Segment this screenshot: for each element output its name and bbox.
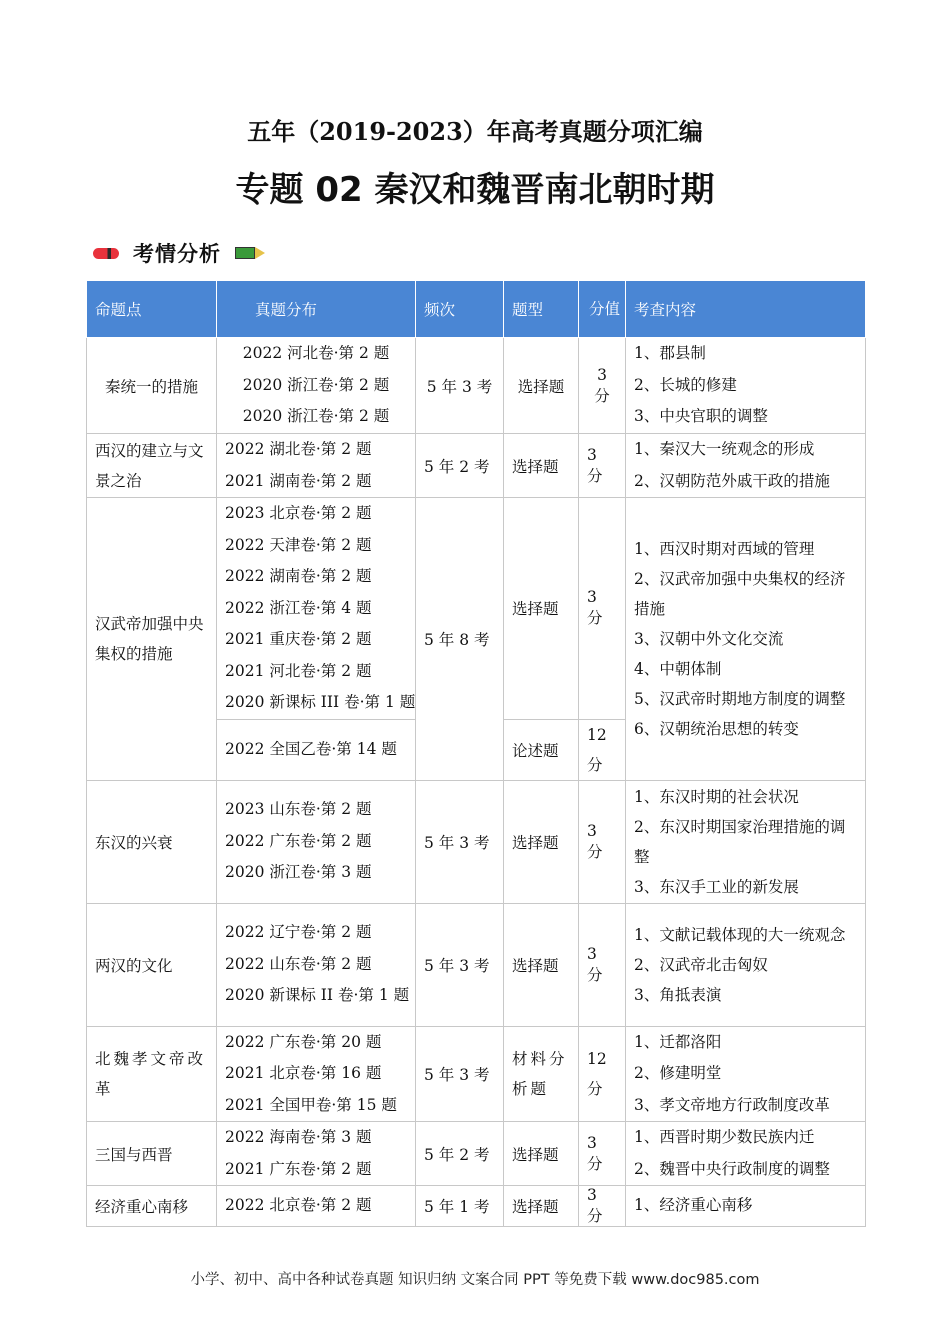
content-cell [626, 1122, 866, 1186]
paper-item: 2022 广东卷·第 20 题 [225, 1032, 382, 1051]
content-item: 1、迁都洛阳 [634, 1032, 722, 1051]
paper-item: 2023 山东卷·第 2 题 [225, 800, 372, 819]
paper-item: 2023 北京卷·第 2 题 [225, 504, 372, 522]
paper-item: 2022 浙江卷·第 4 题 [225, 598, 372, 617]
papers-cell [217, 903, 416, 1026]
table-row [87, 1026, 866, 1122]
question-type-cell: 选择题 [504, 338, 579, 434]
score-cell: 3 分 [579, 498, 626, 720]
paper-item: 2022 广东卷·第 2 题 [225, 831, 372, 850]
content-item: 6、汉朝统治思想的转变 [634, 719, 799, 738]
content-item: 2、修建明堂 [634, 1064, 722, 1082]
content-item: 3、角抵表演 [634, 985, 722, 1004]
content-item: 1、东汉时期的社会状况 [634, 787, 799, 806]
content-cell [626, 434, 866, 498]
content-item: 1、西晋时期少数民族内迁 [634, 1128, 815, 1146]
papers-cell [217, 1186, 416, 1227]
frequency-cell: 5 年 1 考 [416, 1186, 504, 1227]
content-cell [626, 338, 866, 434]
paper-item: 2021 广东卷·第 2 题 [225, 1159, 372, 1178]
score-cell: 3 分 [579, 1122, 626, 1186]
paper-item: 2022 湖北卷·第 2 题 [225, 440, 372, 458]
content-cell [626, 498, 866, 781]
content-item: 1、文献记载体现的大一统观念 [634, 925, 846, 944]
paper-item: 2022 海南卷·第 3 题 [225, 1128, 372, 1146]
papers-cell [217, 338, 416, 434]
content-item: 4、中朝体制 [634, 659, 722, 678]
content-item: 1、秦汉大一统观念的形成 [634, 440, 815, 458]
topic-cell: 经济重心南移 [87, 1186, 217, 1227]
question-type-cell: 选择题 [504, 434, 579, 498]
column-header: 真题分布 [217, 281, 416, 338]
content-cell [626, 903, 866, 1026]
score-cell: 12 分 [579, 719, 626, 780]
content-item: 1、西汉时期对西域的管理 [634, 539, 815, 558]
paper-item: 2020 浙江卷·第 2 题 [242, 375, 390, 394]
table-row [87, 1122, 866, 1186]
table-row [87, 780, 866, 903]
table-row [87, 434, 866, 498]
papers-cell [217, 1026, 416, 1122]
content-item: 2、汉朝防范外戚干政的措施 [634, 471, 830, 490]
topic-cell: 西汉的建立与文景之治 [87, 434, 217, 498]
column-header: 题型 [504, 281, 579, 338]
paper-item: 2020 新课标 III 卷·第 1 题 [225, 693, 416, 711]
paper-item: 2022 天津卷·第 2 题 [225, 535, 372, 554]
content-item: 2、汉武帝加强中央集权的经济措施 [634, 569, 846, 618]
content-item: 3、中央官职的调整 [634, 407, 768, 426]
topic-cell: 三国与西晋 [87, 1122, 217, 1186]
content-cell [626, 1186, 866, 1227]
paper-item: 2022 辽宁卷·第 2 题 [225, 923, 372, 942]
content-item: 1、郡县制 [634, 344, 706, 363]
frequency-cell: 5 年 3 考 [416, 1026, 504, 1122]
exam-analysis-table [86, 280, 866, 1227]
question-type-cell: 选择题 [504, 780, 579, 903]
paper-item: 2021 北京卷·第 16 题 [225, 1064, 382, 1082]
column-header: 考查内容 [626, 281, 866, 338]
papers-cell [217, 719, 416, 780]
question-type-cell: 选择题 [504, 903, 579, 1026]
paper-item: 2021 重庆卷·第 2 题 [225, 630, 372, 648]
content-item: 2、东汉时期国家治理措施的调整 [634, 817, 846, 866]
topic-cell: 北魏孝文帝改革 [87, 1026, 217, 1122]
frequency-cell: 5 年 3 考 [416, 780, 504, 903]
topic-cell: 两汉的文化 [87, 903, 217, 1026]
question-type-cell: 材料分析题 [504, 1026, 579, 1122]
content-item: 3、孝文帝地方行政制度改革 [634, 1095, 830, 1114]
footer-text: 小学、初中、高中各种试卷真题 知识归纳 文案合同 PPT 等免费下载 www.doc985.com [190, 1272, 760, 1288]
table-row [87, 1186, 866, 1227]
score-cell: 3 分 [579, 780, 626, 903]
papers-cell [217, 780, 416, 903]
content-item: 3、东汉手工业的新发展 [634, 877, 799, 896]
topic-cell: 秦统一的措施 [87, 338, 217, 434]
paper-item: 2022 全国乙卷·第 14 题 [225, 739, 397, 758]
table-header-row [87, 281, 866, 338]
paper-item: 2020 新课标 II 卷·第 1 题 [225, 986, 410, 1005]
section-label: 考情分析 [133, 242, 221, 266]
table-row [87, 498, 866, 720]
frequency-cell: 5 年 3 考 [416, 338, 504, 434]
paper-item: 2022 湖南卷·第 2 题 [225, 567, 372, 585]
papers-cell [217, 1122, 416, 1186]
column-header: 命题点 [87, 281, 217, 338]
frequency-cell: 5 年 2 考 [416, 1122, 504, 1186]
question-type-cell: 论述题 [504, 719, 579, 780]
papers-cell [217, 498, 416, 720]
content-item: 2、魏晋中央行政制度的调整 [634, 1159, 830, 1178]
content-item: 2、汉武帝北击匈奴 [634, 955, 768, 974]
pencil-pill-icon [93, 248, 119, 259]
topic-cell: 东汉的兴衰 [87, 780, 217, 903]
pencil-icon [235, 247, 265, 259]
score-cell: 3 分 [579, 903, 626, 1026]
question-type-cell: 选择题 [504, 1186, 579, 1227]
content-cell [626, 780, 866, 903]
paper-item: 2021 湖南卷·第 2 题 [225, 471, 372, 490]
paper-item: 2020 浙江卷·第 3 题 [225, 863, 372, 882]
content-item: 1、经济重心南移 [634, 1196, 753, 1215]
question-type-cell: 选择题 [504, 1122, 579, 1186]
score-cell: 3 分 [579, 338, 626, 434]
score-cell: 3 分 [579, 1186, 626, 1227]
papers-cell [217, 434, 416, 498]
section-header [93, 238, 265, 268]
column-header: 分值 [579, 281, 626, 338]
column-header: 频次 [416, 281, 504, 338]
score-cell: 12 分 [579, 1026, 626, 1122]
document-subtitle: 五年（2019-2023）年高考真题分项汇编 [247, 117, 703, 146]
table-row [87, 338, 866, 434]
paper-item: 2020 浙江卷·第 2 题 [242, 407, 390, 426]
paper-item: 2022 山东卷·第 2 题 [225, 954, 372, 973]
topic-cell: 汉武帝加强中央集权的措施 [87, 498, 217, 781]
frequency-cell: 5 年 3 考 [416, 903, 504, 1026]
frequency-cell: 5 年 2 考 [416, 434, 504, 498]
paper-item: 2022 北京卷·第 2 题 [225, 1196, 372, 1215]
paper-item: 2022 河北卷·第 2 题 [242, 344, 390, 363]
score-cell: 3 分 [579, 434, 626, 498]
paper-item: 2021 河北卷·第 2 题 [225, 661, 372, 680]
content-item: 2、长城的修建 [634, 375, 737, 394]
document-title: 专题 02 秦汉和魏晋南北朝时期 [235, 170, 715, 210]
content-item: 5、汉武帝时期地方制度的调整 [634, 689, 846, 708]
paper-item: 2021 全国甲卷·第 15 题 [225, 1095, 397, 1114]
question-type-cell: 选择题 [504, 498, 579, 720]
content-cell [626, 1026, 866, 1122]
content-item: 3、汉朝中外文化交流 [634, 629, 784, 648]
frequency-cell: 5 年 8 考 [416, 498, 504, 781]
table-row [87, 903, 866, 1026]
